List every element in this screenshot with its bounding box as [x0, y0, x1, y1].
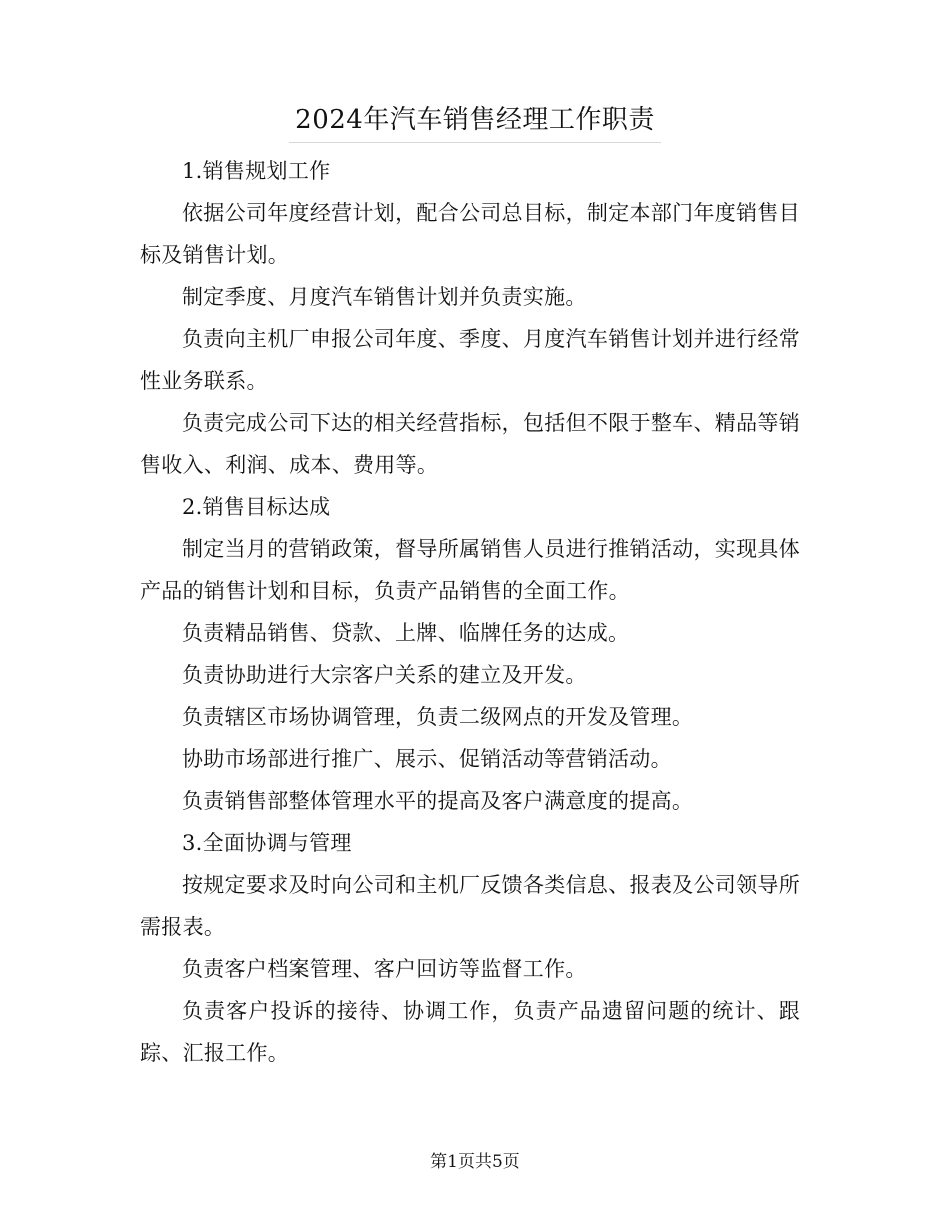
paragraph: 负责销售部整体管理水平的提高及客户满意度的提高。	[182, 789, 694, 813]
title-wrap	[0, 100, 950, 143]
section-heading: 3.全面协调与管理	[182, 831, 352, 855]
paragraph: 负责精品销售、贷款、上牌、临牌任务的达成。	[182, 621, 630, 645]
paragraph: 负责向主机厂申报公司年度、季度、月度汽车销售计划并进行经常性业务联系。	[140, 327, 800, 393]
section-heading: 2.销售目标达成	[182, 495, 331, 519]
paragraph: 依据公司年度经营计划，配合公司总目标，制定本部门年度销售目标及销售计划。	[140, 201, 800, 267]
paragraph: 制定当月的营销政策，督导所属销售人员进行推销活动，实现具体产品的销售计划和目标，负责产品销售的全面工作。	[140, 537, 800, 603]
paragraph: 负责协助进行大宗客户关系的建立及开发。	[182, 663, 587, 687]
paragraph: 负责客户投诉的接待、协调工作，负责产品遗留问题的统计、跟踪、汇报工作。	[140, 999, 800, 1065]
paragraph: 负责客户档案管理、客户回访等监督工作。	[182, 957, 587, 981]
paragraph: 制定季度、月度汽车销售计划并负责实施。	[182, 285, 587, 309]
paragraph: 按规定要求及时向公司和主机厂反馈各类信息、报表及公司领导所需报表。	[140, 873, 800, 939]
paragraph: 负责完成公司下达的相关经营指标，包括但不限于整车、精品等销售收入、利润、成本、费用等。	[140, 411, 800, 477]
document-title: 2024年汽车销售经理工作职责	[289, 100, 661, 143]
document-body	[140, 150, 800, 1074]
paragraph: 负责辖区市场协调管理，负责二级网点的开发及管理。	[182, 705, 694, 729]
paragraph: 协助市场部进行推广、展示、促销活动等营销活动。	[182, 747, 672, 771]
section-heading: 1.销售规划工作	[182, 159, 331, 183]
page-footer: 第1页共5页	[430, 1152, 520, 1172]
